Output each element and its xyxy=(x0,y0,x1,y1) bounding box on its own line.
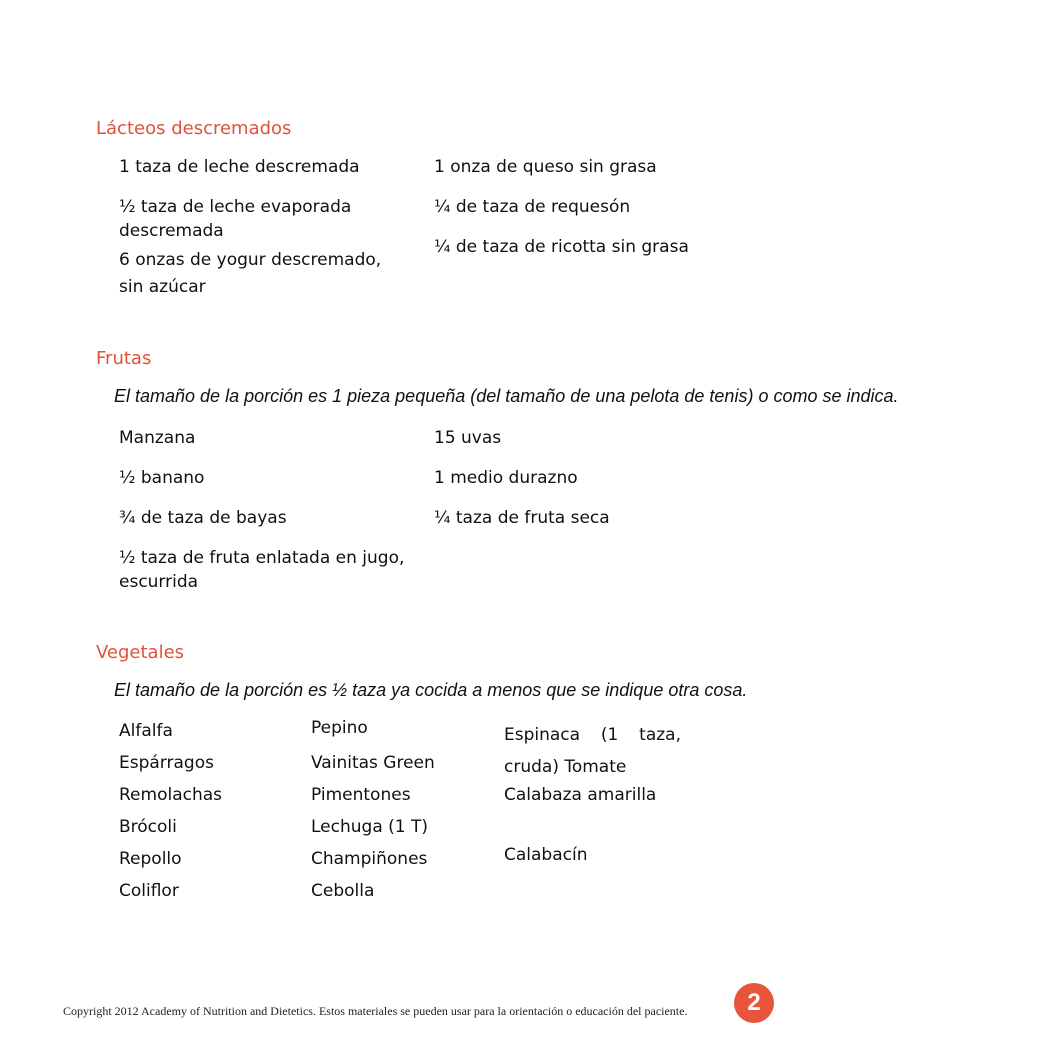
list-item: Coliflor xyxy=(119,881,179,901)
list-item: 1 medio durazno xyxy=(434,468,578,488)
list-item: ½ banano xyxy=(119,468,205,488)
list-item: 1 onza de queso sin grasa xyxy=(434,157,657,177)
list-item: Cebolla xyxy=(311,881,375,901)
list-item: Calabaza amarilla xyxy=(504,785,657,805)
list-item: Repollo xyxy=(119,849,182,869)
list-item: Lechuga (1 T) xyxy=(311,817,429,837)
list-item: Manzana xyxy=(119,428,196,448)
section-intro-vegetales: El tamaño de la porción es ½ taza ya cocida a menos que se indique otra cosa. xyxy=(114,680,748,700)
list-item: Champiñones xyxy=(311,849,428,869)
section-heading-vegetales: Vegetales xyxy=(96,642,185,663)
list-item: Espárragos xyxy=(119,753,214,773)
list-item: Brócoli xyxy=(119,817,177,837)
list-item: Vainitas Green xyxy=(311,753,435,773)
list-item: ¼ de taza de requesón xyxy=(434,197,631,217)
section-heading-lacteos: Lácteos descremados xyxy=(96,118,292,139)
list-item: ½ taza de leche evaporada descremada xyxy=(119,197,352,241)
list-item: Pimentones xyxy=(311,785,411,805)
list-item: 1 taza de leche descremada xyxy=(119,157,360,177)
section-heading-frutas: Frutas xyxy=(96,348,152,369)
list-item: Remolachas xyxy=(119,785,223,805)
list-item: Calabacín xyxy=(504,845,588,865)
list-item: 15 uvas xyxy=(434,428,502,448)
list-item: ¾ de taza de bayas xyxy=(119,508,287,528)
list-item: ½ taza de fruta enlatada en jugo, escurrida xyxy=(119,548,405,592)
page-number-badge: 2 xyxy=(734,983,774,1023)
list-item: Espinaca (1 taza, cruda) Tomate xyxy=(504,725,681,777)
list-item: Pepino xyxy=(311,718,368,738)
copyright-notice: Copyright 2012 Academy of Nutrition and Dietetics. Estos materiales se pueden usar para la orientación o educación del paciente. xyxy=(63,1004,688,1018)
list-item: ¼ taza de fruta seca xyxy=(434,508,610,528)
list-item: Alfalfa xyxy=(119,721,173,741)
section-intro-frutas: El tamaño de la porción es 1 pieza pequeña (del tamaño de una pelota de tenis) o como se indica. xyxy=(114,386,899,406)
list-item: 6 onzas de yogur descremado, sin azúcar xyxy=(119,250,382,297)
list-item: ¼ de taza de ricotta sin grasa xyxy=(434,237,689,257)
